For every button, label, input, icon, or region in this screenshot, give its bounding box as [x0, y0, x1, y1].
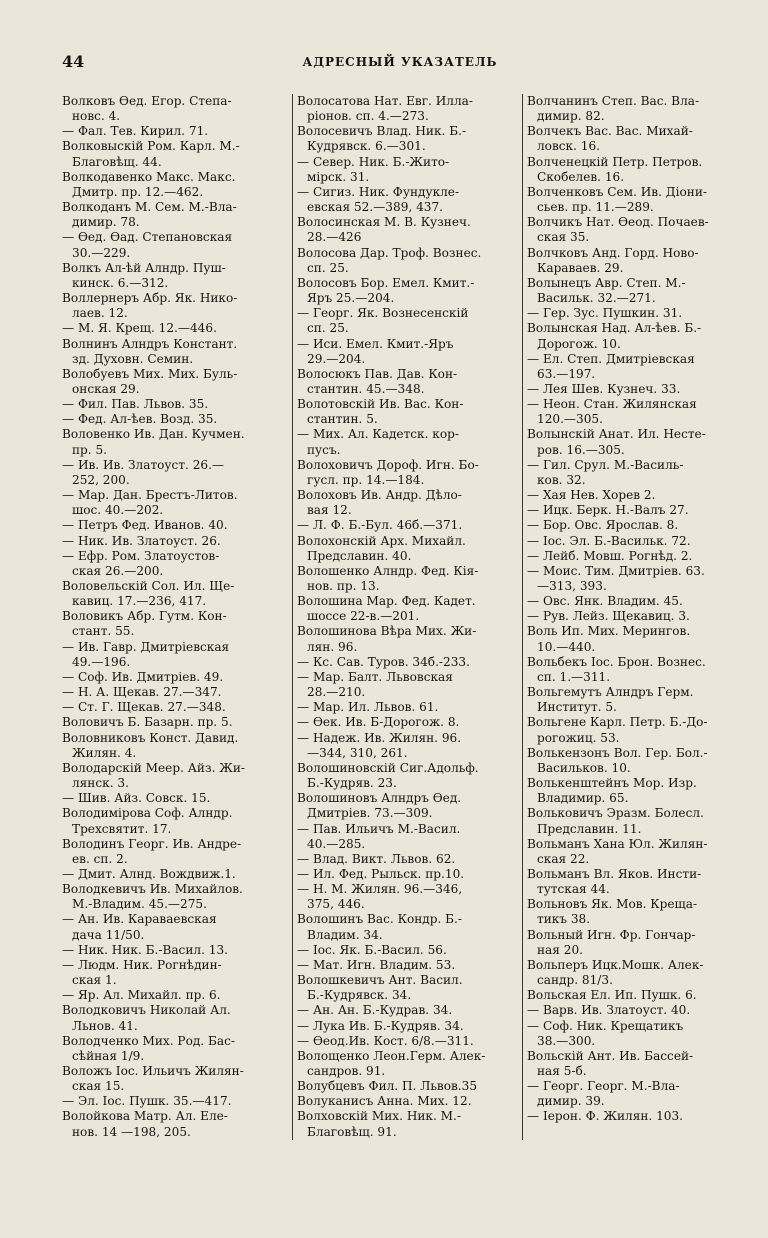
directory-line: Володимірова Соф. Алндр.	[62, 806, 233, 821]
directory-line: Вольбекъ Іос. Брон. Вознес.	[527, 654, 706, 669]
directory-line: — Сигиз. Ник. Фундукле-	[297, 184, 460, 199]
directory-line: — Фед. Ал-ѣев. Возд. 35.	[62, 412, 218, 427]
directory-line: — Ил. Фед. Рыльск. пр.10.	[297, 866, 465, 881]
directory-line: ная 20.	[537, 942, 583, 957]
directory-line: кинск. 6.—312.	[72, 275, 169, 290]
directory-line: Волкъ Ал-ѣй Алндр. Пуш-	[62, 260, 226, 275]
directory-line: шоссе 22-в.—201.	[307, 609, 420, 624]
directory-line: ков. 32.	[537, 472, 586, 487]
directory-line: Волосова Дар. Троф. Вознес.	[297, 245, 482, 260]
directory-line: Жилян. 4.	[72, 745, 137, 760]
directory-line: ная 5-б.	[537, 1064, 587, 1078]
directory-line: — Соф. Ник. Крещатикъ	[527, 1018, 684, 1033]
directory-line: Воловичъ Б. Базарн. пр. 5.	[62, 715, 233, 730]
column-1	[62, 94, 292, 1140]
directory-line: Володинъ Георг. Ив. Андре-	[62, 836, 242, 851]
directory-line: Волойкова Матр. Ал. Еле-	[62, 1109, 228, 1124]
directory-line: Волосюкъ Пав. Дав. Кон-	[297, 366, 458, 381]
directory-line: — Лея Шев. Кузнеч. 33.	[527, 381, 681, 396]
directory-line: Караваев. 29.	[537, 260, 624, 275]
directory-line: Предславин. 40.	[307, 548, 412, 563]
directory-line: 29.—204.	[307, 351, 366, 366]
directory-line: димир. 78.	[72, 215, 140, 230]
page-header	[62, 52, 738, 76]
directory-line: 49.—196.	[72, 654, 131, 669]
directory-line: ров. 16.—305.	[537, 442, 625, 457]
directory-line: 28.—210.	[307, 685, 366, 700]
directory-line: — Бор. Овс. Ярослав. 8.	[527, 518, 679, 533]
directory-line: Дмитр. пр. 12.—462.	[72, 184, 204, 199]
directory-line: — Іерон. Ф. Жилян. 103.	[527, 1109, 684, 1124]
directory-line: — Мар. Балт. Львовская	[297, 669, 453, 684]
directory-line: — Надеж. Ив. Жилян. 96.	[297, 730, 462, 745]
directory-line: зд. Духовн. Семин.	[72, 351, 194, 366]
directory-line: — Север. Ник. Б.-Жито-	[297, 154, 450, 169]
directory-line: — Георг. Георг. М.-Вла-	[527, 1079, 680, 1094]
directory-line: шос. 40.—202.	[72, 503, 164, 518]
directory-line: Кудрявск. 6.—301.	[307, 139, 426, 154]
directory-line: — Ел. Степ. Дмитріевская	[527, 351, 695, 366]
directory-line: Волубцевъ Фил. П. Львов.35	[297, 1079, 478, 1094]
directory-line: ловск. 16.	[537, 139, 601, 154]
directory-line: — Шив. Айз. Совск. 15.	[62, 791, 211, 806]
directory-line: — Фал. Тев. Кирил. 71.	[62, 124, 209, 139]
directory-line: — Ив. Ив. Златоуст. 26.—	[62, 457, 225, 472]
directory-line: — Мат. Игн. Владим. 53.	[297, 957, 456, 972]
directory-line: стант. 55.	[72, 624, 135, 639]
directory-line: Волчковъ Анд. Горд. Ново-	[527, 245, 699, 260]
directory-line: Вольская Ел. Ип. Пушк. 6.	[527, 988, 697, 1003]
directory-line: Волчекъ Вас. Вас. Михай-	[527, 124, 693, 139]
directory-line: стантин. 5.	[307, 412, 378, 427]
directory-line: 10.—440.	[537, 639, 596, 654]
directory-line: Воловенко Ив. Дан. Кучмен.	[62, 427, 245, 442]
directory-line: Институт. 5.	[537, 700, 617, 715]
directory-line: Волосинская М. В. Кузнеч.	[297, 215, 471, 230]
directory-line: Волохонскій Арх. Михайл.	[297, 533, 466, 548]
directory-line: сѣйная 1/9.	[72, 1048, 145, 1063]
directory-line: сьев. пр. 11.—289.	[537, 200, 654, 215]
directory-line: — Ив. Гавр. Дмитріевская	[62, 639, 230, 654]
directory-line: — Рув. Лейз. Щекавиц. 3.	[527, 609, 690, 624]
directory-line: тикъ 38.	[537, 912, 591, 927]
directory-line: 38.—300.	[537, 1033, 596, 1048]
directory-line: — Л. Ф. Б.-Бул. 46б.—371.	[297, 518, 463, 533]
directory-line: сп. 25.	[307, 260, 349, 275]
directory-columns	[62, 94, 752, 1140]
directory-line: — Гер. Зус. Пушкин. 31.	[527, 306, 683, 321]
directory-line: Волошинова Вѣра Мих. Жи-	[297, 624, 477, 639]
directory-line: — Овс. Янк. Владим. 45.	[527, 594, 683, 609]
directory-line: рогожиц. 53.	[537, 730, 620, 745]
directory-line: Волошенко Алндр. Фед. Кія-	[297, 563, 479, 578]
directory-line: — Іос. Як. Б.-Васил. 56.	[297, 942, 447, 957]
directory-line: —313, 393.	[537, 579, 607, 593]
directory-line: 30.—229.	[72, 245, 131, 260]
directory-line: Волынскій Анат. Ил. Несте-	[527, 427, 706, 442]
directory-line: — Ст. Г. Щекав. 27.—348.	[62, 700, 226, 715]
directory-line: Б.-Кудрявск. 34.	[307, 988, 412, 1003]
directory-line: Волосовъ Бор. Емел. Кмит.-	[297, 275, 475, 290]
directory-line: евская 52.—389, 437.	[307, 200, 444, 215]
directory-line: Предславин. 11.	[537, 821, 642, 836]
directory-line: 40.—285.	[307, 836, 366, 851]
directory-line: — Фил. Пав. Львов. 35.	[62, 397, 209, 412]
directory-line: — М. Я. Крещ. 12.—446.	[62, 321, 217, 336]
directory-line: М.-Владим. 45.—275.	[72, 897, 207, 912]
directory-line: дача 11/50.	[72, 927, 145, 942]
directory-line: — Гил. Срул. М.-Василь-	[527, 457, 684, 472]
directory-line: Вольперъ Ицк.Мошк. Алек-	[527, 957, 704, 972]
directory-line: — Пав. Ильичъ М.-Васил.	[297, 821, 461, 836]
directory-line: — Н. М. Жилян. 96.—346,	[297, 882, 463, 897]
directory-line: — Хая Нев. Хорев 2.	[527, 488, 656, 503]
directory-line: гусл. пр. 14.—184.	[307, 472, 425, 487]
directory-line: Волотовскій Ив. Вас. Кон-	[297, 397, 464, 412]
directory-line: Б.-Кудряв. 23.	[307, 776, 397, 791]
directory-line: Волькенштейнъ Мор. Изр.	[527, 776, 697, 791]
directory-line: кавиц. 17.—236, 417.	[72, 594, 207, 609]
directory-line: — Іос. Эл. Б.-Васильк. 72.	[527, 533, 691, 548]
directory-line: Волобуевъ Мих. Мих. Буль-	[62, 366, 238, 381]
directory-line: Володарскій Меер. Айз. Жи-	[62, 760, 246, 775]
directory-line: — Ефр. Ром. Златоустов-	[62, 548, 220, 563]
directory-line: Волосевичъ Влад. Ник. Б.-	[297, 124, 467, 139]
directory-line: Вольгемутъ Алндръ Герм.	[527, 685, 694, 700]
directory-line: — Кс. Сав. Туров. 34б.-233.	[297, 654, 470, 669]
directory-line: Володченко Мих. Род. Бас-	[62, 1033, 235, 1048]
directory-line: — Иси. Емел. Кмит.-Яръ	[297, 336, 454, 351]
directory-line: Володкевичъ Ив. Михайлов.	[62, 882, 243, 897]
directory-line: стантин. 45.—348.	[307, 381, 425, 396]
directory-line: Волченецкій Петр. Петров.	[527, 154, 703, 169]
directory-line: Воловниковъ Конст. Давид.	[62, 730, 239, 745]
directory-line: ская 26.—200.	[72, 563, 164, 578]
directory-line: Волынецъ Авр. Степ. М.-	[527, 275, 686, 290]
directory-line: — Лейб. Мовш. Рогнѣд. 2.	[527, 548, 693, 563]
directory-line: Яръ 25.—204.	[307, 291, 395, 306]
directory-line: — Яр. Ал. Михайл. пр. 6.	[62, 988, 221, 1003]
directory-line: Владимир. 65.	[537, 791, 629, 806]
column-2	[292, 94, 522, 1140]
directory-line: лянск. 3.	[72, 776, 129, 791]
directory-line: 120.—305.	[537, 412, 603, 427]
directory-line: мірск. 31.	[307, 169, 370, 184]
directory-line: — Ан. Ан. Б.-Кудрав. 34.	[297, 1003, 453, 1018]
directory-line: лаев. 12.	[72, 306, 128, 321]
directory-line: — Влад. Викт. Львов. 62.	[297, 851, 456, 866]
directory-line: пусъ.	[307, 442, 341, 457]
directory-line: — Ник. Ив. Златоуст. 26.	[62, 533, 221, 548]
page-number: 44	[62, 52, 85, 71]
directory-line: Вольновъ Як. Мов. Креща-	[527, 897, 698, 912]
directory-line: 375, 446.	[307, 897, 365, 912]
directory-line: Воль Ип. Мих. Мерингов.	[527, 624, 691, 639]
directory-line: — Мих. Ал. Кадетск. кор-	[297, 427, 459, 442]
directory-line: Благовѣщ. 91.	[307, 1124, 397, 1139]
directory-line: нов. 14 —198, 205.	[72, 1124, 191, 1139]
directory-line: —344, 310, 261.	[307, 745, 408, 760]
directory-line: Волынская Над. Ал-ѣев. Б.-	[527, 321, 702, 336]
directory-line: Волошкевичъ Ант. Васил.	[297, 973, 463, 988]
directory-line: 252, 200.	[72, 472, 130, 487]
directory-line: сандров. 91.	[307, 1064, 386, 1078]
directory-line: ев. сп. 2.	[72, 851, 128, 866]
page-title: АДРЕСНЫЙ УКАЗАТЕЛЬ	[302, 55, 498, 69]
directory-line: Воловельскій Сол. Ил. Ще-	[62, 579, 235, 593]
directory-line: нов. пр. 13.	[307, 579, 380, 593]
directory-line: Вольгене Карл. Петр. Б.-До-	[527, 715, 708, 730]
directory-line: — Мар. Дан. Брестъ-Литов.	[62, 488, 238, 503]
directory-line: ская 1.	[72, 973, 117, 988]
directory-line: Волковыскій Ром. Карл. М.-	[62, 139, 240, 154]
directory-line: Васильков. 10.	[537, 760, 631, 775]
directory-line: Волковъ Өед. Егор. Степа-	[62, 94, 232, 108]
directory-line: новс. 4.	[72, 109, 121, 124]
directory-line: — Неон. Стан. Жилянская	[527, 397, 697, 412]
directory-line: — Георг. Як. Вознесенскій	[297, 306, 469, 321]
directory-line: Дмитріев. 73.—309.	[307, 806, 433, 821]
directory-line: 28.—426	[307, 230, 362, 245]
directory-line: Волченковъ Сем. Ив. Діони-	[527, 184, 707, 199]
directory-line: пр. 5.	[72, 442, 108, 457]
directory-line: 63.—197.	[537, 366, 596, 381]
directory-line: — Мар. Ил. Львов. 61.	[297, 700, 439, 715]
directory-line: Воллернеръ Абр. Як. Нико-	[62, 291, 238, 306]
directory-line: — Соф. Ив. Дмитріев. 49.	[62, 669, 224, 684]
directory-line: Володковичъ Николай Ал.	[62, 1003, 231, 1018]
directory-line: Волховскій Мих. Ник. М.-	[297, 1109, 461, 1124]
directory-line: Волчанинъ Степ. Вас. Вла-	[527, 94, 700, 108]
directory-line: — Варв. Ив. Златоуст. 40.	[527, 1003, 691, 1018]
directory-line: Воложъ Іос. Ильичъ Жилян-	[62, 1064, 244, 1078]
directory-line: Благовѣщ. 44.	[72, 154, 162, 169]
directory-line: Волосатова Нат. Евг. Илла-	[297, 94, 473, 108]
directory-line: Волошина Мар. Фед. Кадет.	[297, 594, 476, 609]
directory-line: онская 29.	[72, 381, 140, 396]
directory-line: димир. 82.	[537, 109, 605, 124]
directory-line: димир. 39.	[537, 1094, 605, 1109]
directory-line: Волоховичъ Дороф. Игн. Бо-	[297, 457, 479, 472]
directory-line: — Людм. Ник. Рогнѣдин-	[62, 957, 222, 972]
directory-line: Скобелев. 16.	[537, 169, 625, 184]
directory-line: Вольскій Ант. Ив. Бассей-	[527, 1048, 694, 1063]
directory-line: Вольманъ Вл. Яков. Инсти-	[527, 866, 702, 881]
directory-line: — Өед. Өад. Степановская	[62, 230, 233, 245]
directory-line: сандр. 81/3.	[537, 973, 613, 988]
directory-line: вая 12.	[307, 503, 352, 518]
directory-line: — Ан. Ив. Караваевская	[62, 912, 217, 927]
directory-line: Волоховъ Ив. Андр. Дѣло-	[297, 488, 462, 503]
directory-line: Дорогож. 10.	[537, 336, 621, 351]
directory-line: — Лука Ив. Б.-Кудряв. 34.	[297, 1018, 464, 1033]
directory-line: Вольный Игн. Фр. Гончар-	[527, 927, 696, 942]
directory-line: Волошинъ Вас. Кондр. Б.-	[297, 912, 462, 927]
directory-line: Волошиновскій Сиг.Адольф.	[297, 760, 479, 775]
directory-line: ская 15.	[72, 1079, 125, 1094]
directory-line: Волкодавенко Макс. Макс.	[62, 169, 236, 184]
directory-line: ская 22.	[537, 851, 590, 866]
directory-line: — Өеод.Ив. Кост. 6/8.—311.	[297, 1033, 474, 1048]
directory-line: — Ник. Ник. Б.-Васил. 13.	[62, 942, 228, 957]
directory-line: — Өек. Ив. Б-Дорогож. 8.	[297, 715, 460, 730]
directory-line: лян. 96.	[307, 639, 358, 654]
directory-line: Волошиновъ Алндръ Өед.	[297, 791, 462, 806]
directory-line: — Ицк. Берк. Н.-Валъ 27.	[527, 503, 689, 518]
directory-line: Вольманъ Хана Юл. Жилян-	[527, 836, 708, 851]
directory-line: сп. 1.—311.	[537, 669, 611, 684]
column-3	[522, 94, 752, 1140]
directory-line: — Моис. Тим. Дмитріев. 63.	[527, 563, 705, 578]
directory-line: Волнинъ Алндръ Констант.	[62, 336, 238, 351]
directory-line: Волкоданъ М. Сем. М.-Вла-	[62, 200, 237, 215]
directory-line: Васильк. 32.—271.	[537, 291, 656, 306]
directory-line: Вольковичъ Эразм. Болесл.	[527, 806, 704, 821]
directory-line: — Дмит. Алнд. Вождвиж.1.	[62, 866, 236, 881]
directory-line: Волощенко Леон.Герм. Алек-	[297, 1048, 486, 1063]
directory-line: — Петръ Фед. Иванов. 40.	[62, 518, 228, 533]
directory-line: Льнов. 41.	[72, 1018, 138, 1033]
directory-line: тутская 44.	[537, 882, 610, 897]
directory-line: Волуканисъ Анна. Мих. 12.	[297, 1094, 472, 1109]
directory-line: Волчикъ Нат. Өеод. Почаев-	[527, 215, 709, 230]
directory-line: Владим. 34.	[307, 927, 383, 942]
directory-line: Воловикъ Абр. Гутм. Кон-	[62, 609, 227, 624]
directory-line: Трехсвятит. 17.	[72, 821, 172, 836]
directory-line: Волькензонъ Вол. Гер. Бол.-	[527, 745, 708, 760]
directory-line: ріонов. сп. 4.—273.	[307, 109, 429, 124]
directory-line: сп. 25.	[307, 321, 349, 336]
directory-line: — Эл. Іос. Пушк. 35.—417.	[62, 1094, 232, 1109]
directory-line: ская 35.	[537, 230, 590, 245]
directory-line: — Н. А. Щекав. 27.—347.	[62, 685, 222, 700]
